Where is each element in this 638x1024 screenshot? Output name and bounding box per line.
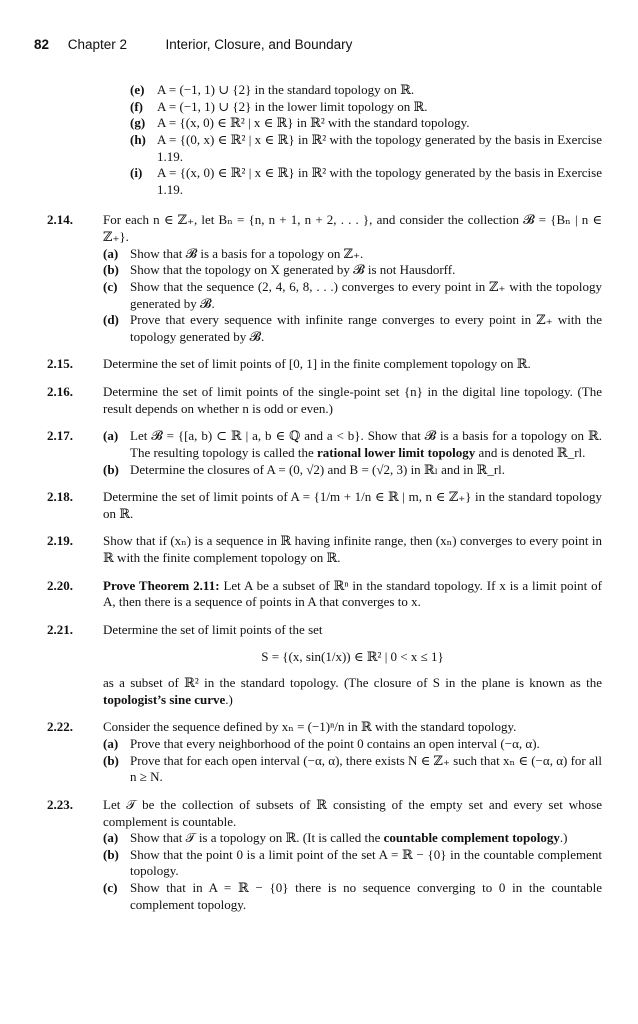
list-item: (b) Prove that for each open interval (−α, α), there exists N ∈ ℤ₊ such that xₙ ∈ (−α, α) for all n ≥ N. [103, 752, 602, 785]
exercise-list [47, 82, 603, 913]
exercise-text: Consider the sequence defined by xₙ = (−1)ⁿ/n in ℝ with the standard topology. [103, 719, 517, 735]
defined-term: topologist’s sine curve [103, 691, 226, 707]
list-item: (a) Let 𝓑 = {[a, b) ⊂ ℝ | a, b ∈ ℚ and a < b}. Show that 𝓑 is a basis for a topology on ℝ. The resulting topology is called the rational lower limit topology and is denoted ℝ_rl. [103, 428, 602, 460]
exercise-text: Determine the set of limit points of the single-point set {n} in the digital line topology. (The result depends on whether n is odd or even.) [103, 384, 602, 416]
list-item: (e) A = (−1, 1) ∪ {2} in the standard topology on ℝ. [130, 82, 415, 97]
exercise-number: 2.22. [47, 719, 73, 735]
exercise-number: 2.17. [47, 428, 73, 444]
list-item: (d) Prove that every sequence with infinite range converges to every point in ℤ₊ with the topology generated by 𝓑. [103, 312, 602, 344]
exercise-text: For each n ∈ ℤ₊, let Bₙ = {n, n + 1, n + 2, . . . }, and consider the collection 𝓑 = {Bₙ | n ∈ ℤ₊}. [103, 212, 602, 244]
exercise-number: 2.21. [47, 621, 73, 637]
exercise-number: 2.15. [47, 356, 73, 372]
defined-term: countable complement topology [383, 830, 560, 846]
exercise-text: Let 𝒯 be the collection of subsets of ℝ consisting of the empty set and every set whose complement is countable. [103, 796, 602, 829]
list-item: (a) Prove that every neighborhood of the point 0 contains an open interval (−α, α). [103, 736, 540, 751]
list-item: (b) Show that the topology on X generated by 𝓑 is not Hausdorff. [103, 262, 456, 278]
exercise-number: 2.23. [47, 796, 73, 812]
exercise-2-21: 2.21. Determine the set of limit points of the set S = {(x, sin(1/x)) ∈ ℝ² | 0 < x ≤ 1} as a subset of ℝ² in the standard topology. (The closure of S in the plane is known as the topologist’s sine curve.) [47, 621, 602, 707]
display-equation: S = {(x, sin(1/x)) ∈ ℝ² | 0 < x ≤ 1} [261, 648, 444, 664]
list-item: (a) Show that 𝒯 is a topology on ℝ. (It is called the countable complement topology.) [103, 830, 568, 846]
exercise-text: Determine the set of limit points of A = {1/m + 1/n ∈ ℝ | m, n ∈ ℤ₊} in the standard topology on ℝ. [103, 489, 602, 521]
exercise-number: 2.14. [47, 212, 73, 228]
exercise-2-14 [47, 212, 602, 345]
exercise-2-16 [47, 384, 602, 417]
defined-term: rational lower limit topology [317, 444, 476, 460]
list-item: (h) A = {(0, x) ∈ ℝ² | x ∈ ℝ} in ℝ² with the topology generated by the basis in Exercise 1.19. [130, 131, 602, 164]
exercise-2-19 [47, 533, 602, 566]
list-item: (c) Show that in A = ℝ − {0} there is no sequence converging to 0 in the countable complement topology. [103, 880, 602, 912]
list-item: (b) Show that the point 0 is a limit point of the set A = ℝ − {0} in the countable complement topology. [103, 846, 602, 879]
chapter-label: Chapter 2 [67, 37, 128, 52]
list-item: (g) A = {(x, 0) ∈ ℝ² | x ∈ ℝ} in ℝ² with the standard topology. [130, 115, 470, 131]
theorem-reference: Prove Theorem 2.11: [103, 577, 220, 593]
exercise-number: 2.18. [47, 489, 73, 505]
exercise-text: Determine the set of limit points of [0, 1] in the finite complement topology on ℝ. [103, 356, 531, 372]
list-item: (b) Determine the closures of A = (0, √2) and B = (√2, 3) in ℝₗ and in ℝ_rl. [103, 461, 506, 477]
exercise-number: 2.19. [47, 533, 73, 549]
exercise-2-23 [47, 797, 602, 913]
exercise-2-18 [47, 489, 602, 522]
list-item: (c) Show that the sequence (2, 4, 6, 8, . . .) converges to every point in ℤ₊ with the topology generated by 𝓑. [103, 278, 602, 311]
exercise-2-17 [47, 428, 602, 478]
continued-items [130, 82, 602, 198]
chapter-title: Interior, Closure, and Boundary [165, 37, 353, 52]
exercise-number: 2.20. [47, 577, 73, 593]
running-header [34, 36, 618, 53]
exercise-number: 2.16. [47, 384, 73, 399]
exercise-text: Show that if (xₙ) is a sequence in ℝ having infinite range, then (xₙ) converges to every point in ℝ with the finite complement topology on ℝ. [103, 533, 602, 565]
exercise-2-20: 2.20. Prove Theorem 2.11: Let A be a subset of ℝⁿ in the standard topology. If x is a limit point of A, then there is a sequence of points in A that converges to x. [47, 577, 603, 610]
exercise-2-15 [47, 356, 602, 373]
list-item: (i) A = {(x, 0) ∈ ℝ² | x ∈ ℝ} in ℝ² with the topology generated by the basis in Exercise 1.19. [130, 165, 602, 197]
page-number: 82 [34, 37, 50, 52]
list-item: (f) A = (−1, 1) ∪ {2} in the lower limit topology on ℝ. [130, 98, 428, 114]
list-item: (a) Show that 𝓑 is a basis for a topology on ℤ₊. [103, 245, 364, 261]
exercise-2-22 [47, 719, 602, 786]
